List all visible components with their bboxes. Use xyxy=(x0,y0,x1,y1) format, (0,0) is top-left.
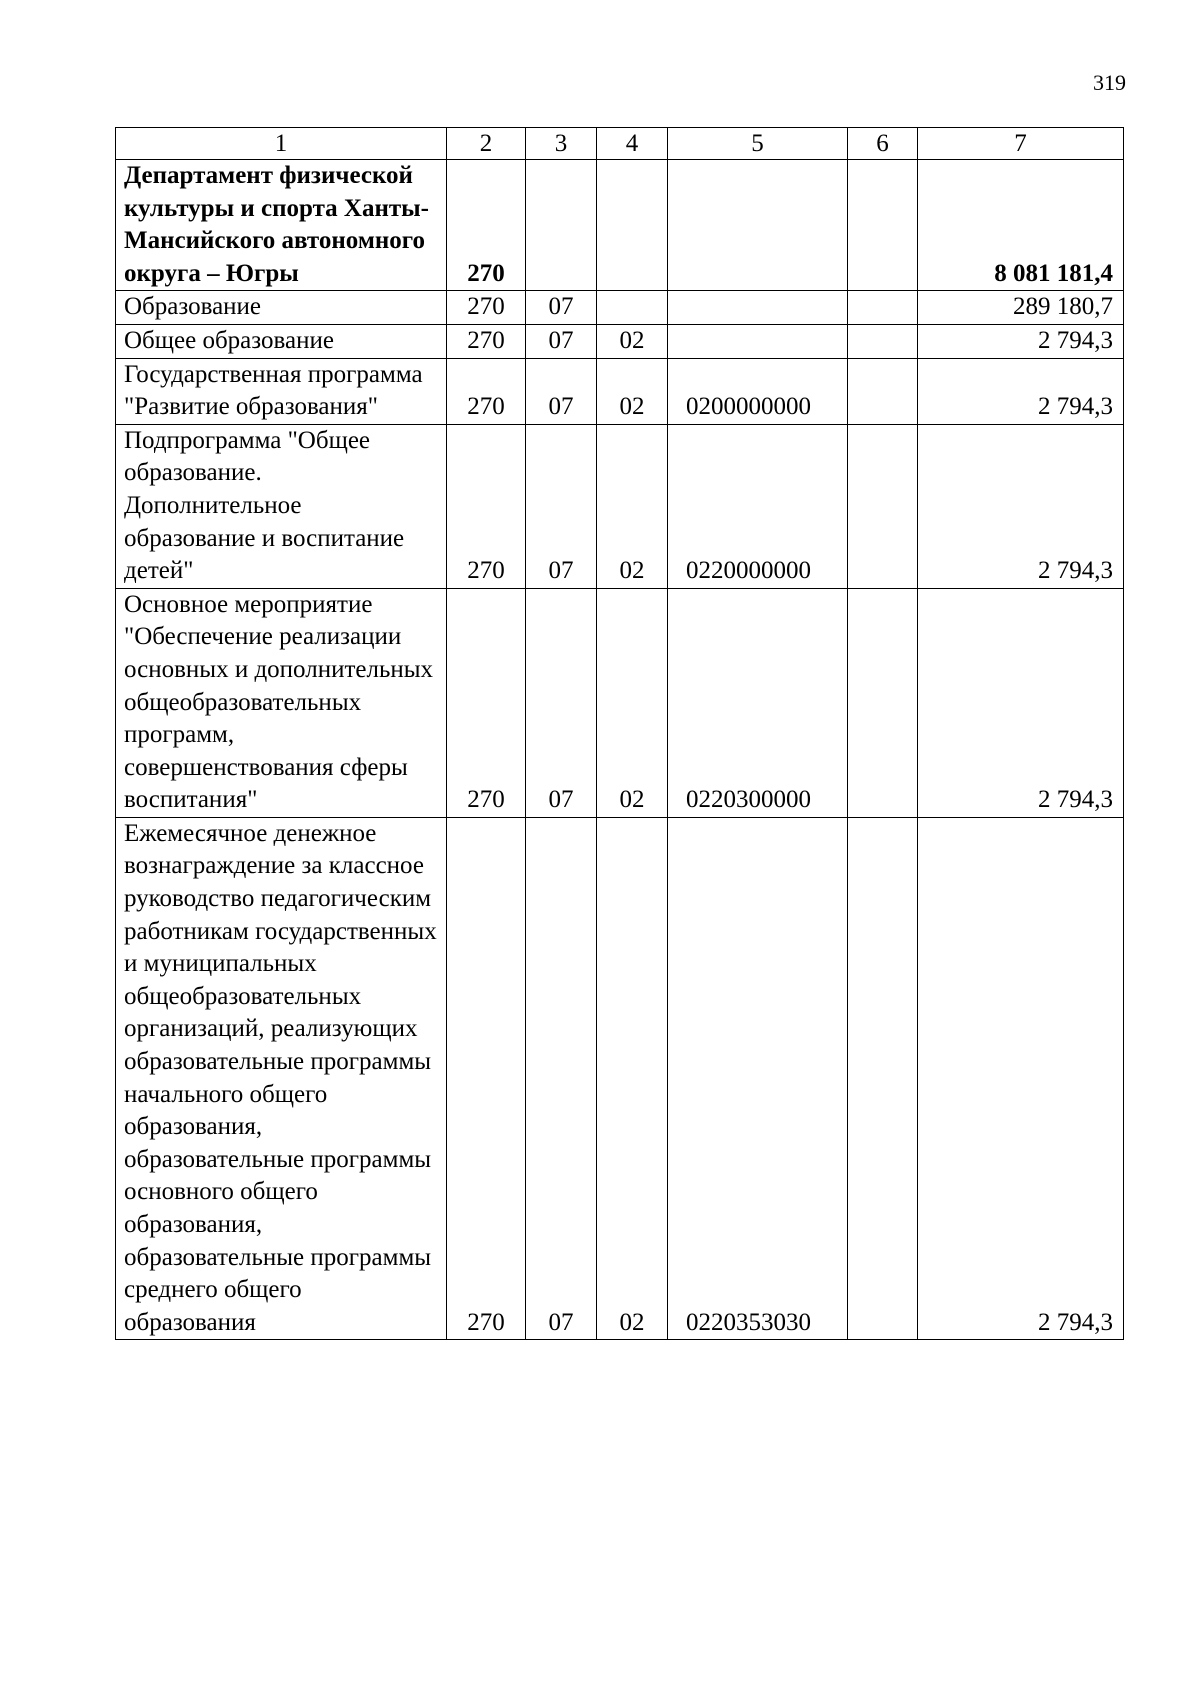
code-cell xyxy=(668,291,848,325)
row-name-cell: Подпрограмма "Общее образование. Дополнительное образование и воспитание детей" xyxy=(116,424,447,588)
header-cell: 6 xyxy=(848,128,918,160)
page-number: 319 xyxy=(1093,70,1126,95)
code-cell xyxy=(597,291,668,325)
code-cell: 07 xyxy=(526,588,597,817)
code-cell: 02 xyxy=(597,324,668,358)
row-name-cell: Общее образование xyxy=(116,324,447,358)
row-name-cell: Образование xyxy=(116,291,447,325)
amount-cell: 2 794,3 xyxy=(918,324,1124,358)
code-cell: 02 xyxy=(597,424,668,588)
code-cell: 270 xyxy=(447,324,526,358)
code-cell: 270 xyxy=(447,291,526,325)
code-cell xyxy=(848,358,918,424)
amount-cell: 2 794,3 xyxy=(918,588,1124,817)
code-cell xyxy=(848,160,918,291)
code-cell: 07 xyxy=(526,424,597,588)
table-row xyxy=(116,358,1124,424)
table-row xyxy=(116,424,1124,588)
row-name-cell: Основное мероприятие "Обеспечение реализации основных и дополнительных общеобразовательных программ, совершенствования сферы воспитания" xyxy=(116,588,447,817)
header-cell: 7 xyxy=(918,128,1124,160)
code-cell: 07 xyxy=(526,817,597,1340)
table-row xyxy=(116,817,1124,1340)
header-cell: 4 xyxy=(597,128,668,160)
code-cell xyxy=(526,160,597,291)
code-cell xyxy=(668,160,848,291)
code-cell: 270 xyxy=(447,358,526,424)
code-cell: 0220000000 xyxy=(668,424,848,588)
code-cell: 07 xyxy=(526,291,597,325)
amount-cell: 2 794,3 xyxy=(918,358,1124,424)
row-name-cell: Ежемесячное денежное вознаграждение за классное руководство педагогическим работникам государственных и муниципальных общеобразовательных организаций, реализующих образовательные программы начального общего образования, образовательные программы основного общего образования, образовательные программы среднего общего образования xyxy=(116,817,447,1340)
table-row xyxy=(116,291,1124,325)
budget-table xyxy=(115,127,1124,1340)
table-row xyxy=(116,160,1124,291)
table-row xyxy=(116,324,1124,358)
code-cell: 07 xyxy=(526,324,597,358)
code-cell: 0220353030 xyxy=(668,817,848,1340)
amount-cell: 289 180,7 xyxy=(918,291,1124,325)
code-cell xyxy=(848,324,918,358)
code-cell xyxy=(848,588,918,817)
header-cell: 1 xyxy=(116,128,447,160)
code-cell: 270 xyxy=(447,424,526,588)
code-cell: 07 xyxy=(526,358,597,424)
row-name-cell: Государственная программа "Развитие образования" xyxy=(116,358,447,424)
code-cell: 02 xyxy=(597,817,668,1340)
amount-cell: 8 081 181,4 xyxy=(918,160,1124,291)
table-header-row xyxy=(116,128,1124,160)
code-cell: 270 xyxy=(447,588,526,817)
code-cell xyxy=(848,291,918,325)
amount-cell: 2 794,3 xyxy=(918,424,1124,588)
row-name-cell: Департамент физической культуры и спорта Ханты-Мансийского автономного округа – Югры xyxy=(116,160,447,291)
code-cell: 270 xyxy=(447,817,526,1340)
code-cell xyxy=(597,160,668,291)
code-cell: 02 xyxy=(597,358,668,424)
code-cell xyxy=(668,324,848,358)
code-cell xyxy=(848,424,918,588)
header-cell: 3 xyxy=(526,128,597,160)
code-cell: 02 xyxy=(597,588,668,817)
amount-cell: 2 794,3 xyxy=(918,817,1124,1340)
code-cell: 270 xyxy=(447,160,526,291)
code-cell xyxy=(848,817,918,1340)
table-row xyxy=(116,588,1124,817)
code-cell: 0200000000 xyxy=(668,358,848,424)
header-cell: 5 xyxy=(668,128,848,160)
code-cell: 0220300000 xyxy=(668,588,848,817)
header-cell: 2 xyxy=(447,128,526,160)
